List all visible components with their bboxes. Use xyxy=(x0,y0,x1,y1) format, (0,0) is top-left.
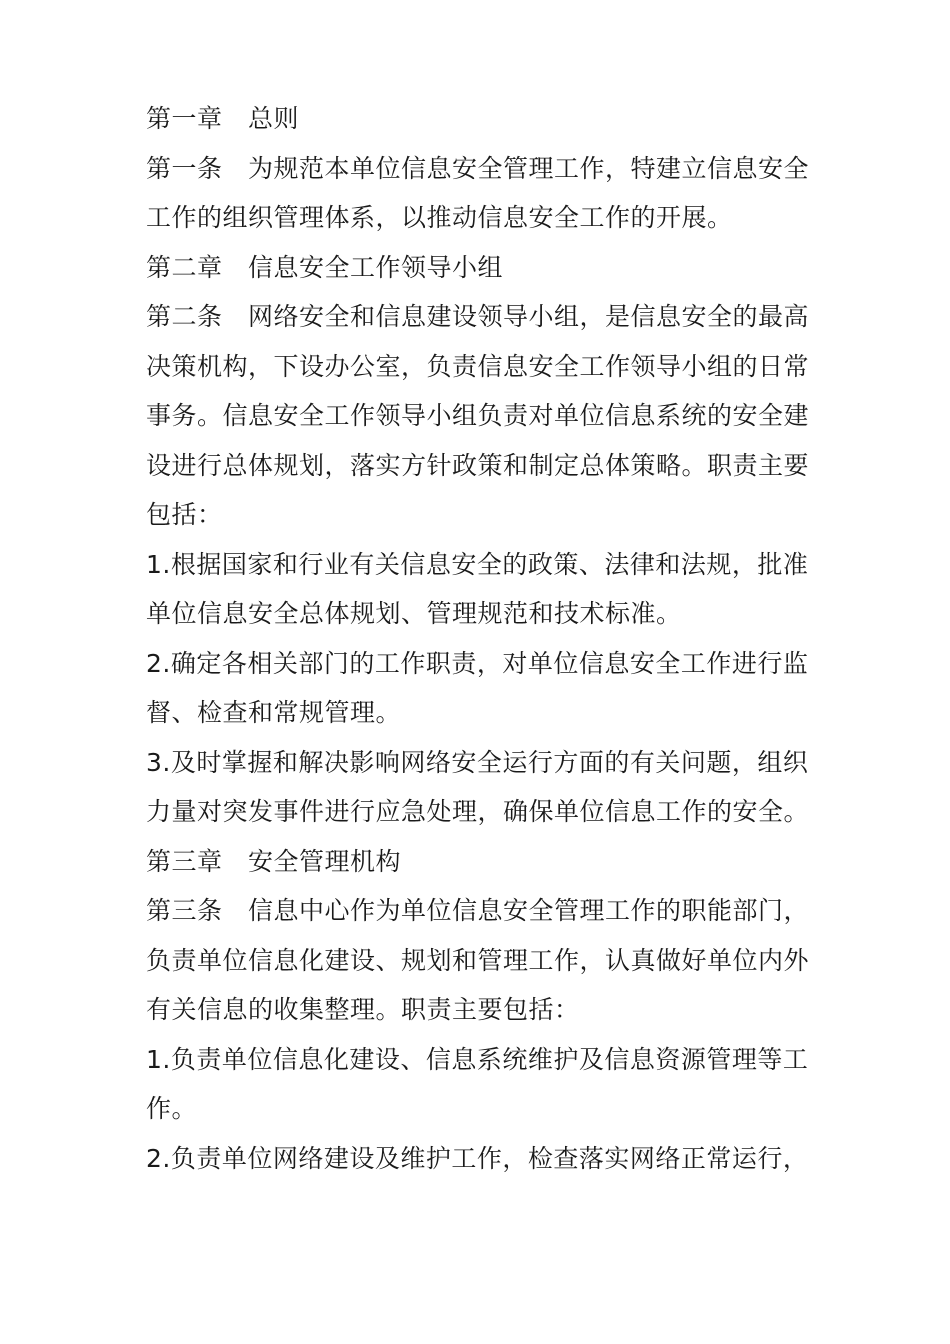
list-item-line: 单位信息安全总体规划、管理规范和技术标准。 xyxy=(146,599,682,628)
article-2-line: 包括： xyxy=(146,500,223,529)
article-3-line: 有关信息的收集整理。职责主要包括： xyxy=(146,995,580,1024)
article-2-line: 决策机构，下设办公室，负责信息安全工作领导小组的日常 xyxy=(146,351,810,381)
list-item-line: 督、检查和常规管理。 xyxy=(146,698,402,727)
document-body xyxy=(146,94,810,1183)
chapter-3-heading: 第三章 安全管理机构 xyxy=(146,846,402,876)
chapter-2-heading: 第二章 信息安全工作领导小组 xyxy=(146,252,504,282)
list-item-line: 2.确定各相关部门的工作职责，对单位信息安全工作进行监 xyxy=(146,648,809,678)
article-1-line: 工作的组织管理体系，以推动信息安全工作的开展。 xyxy=(146,203,733,232)
article-3-line: 第三条 信息中心作为单位信息安全管理工作的职能部门， xyxy=(146,896,810,925)
list-item-line: 3.及时掌握和解决影响网络安全运行方面的有关问题，组织 xyxy=(146,747,809,777)
article-2-line: 设进行总体规划，落实方针政策和制定总体策略。职责主要 xyxy=(146,450,810,480)
list-item-line: 2.负责单位网络建设及维护工作，检查落实网络正常运行， xyxy=(146,1143,809,1173)
list-item-line: 作。 xyxy=(146,1094,198,1123)
list-item-line: 力量对突发事件进行应急处理，确保单位信息工作的安全。 xyxy=(146,797,810,826)
list-item-line: 1.负责单位信息化建设、信息系统维护及信息资源管理等工 xyxy=(146,1044,809,1074)
article-1-line: 第一条 为规范本单位信息安全管理工作，特建立信息安全 xyxy=(146,153,810,183)
article-2-line: 第二条 网络安全和信息建设领导小组，是信息安全的最高 xyxy=(146,302,810,331)
chapter-1-heading: 第一章 总则 xyxy=(146,104,300,133)
list-item-line: 1.根据国家和行业有关信息安全的政策、法律和法规，批准 xyxy=(146,549,809,579)
article-2-line: 事务。信息安全工作领导小组负责对单位信息系统的安全建 xyxy=(146,401,810,430)
article-3-line: 负责单位信息化建设、规划和管理工作，认真做好单位内外 xyxy=(146,945,810,975)
